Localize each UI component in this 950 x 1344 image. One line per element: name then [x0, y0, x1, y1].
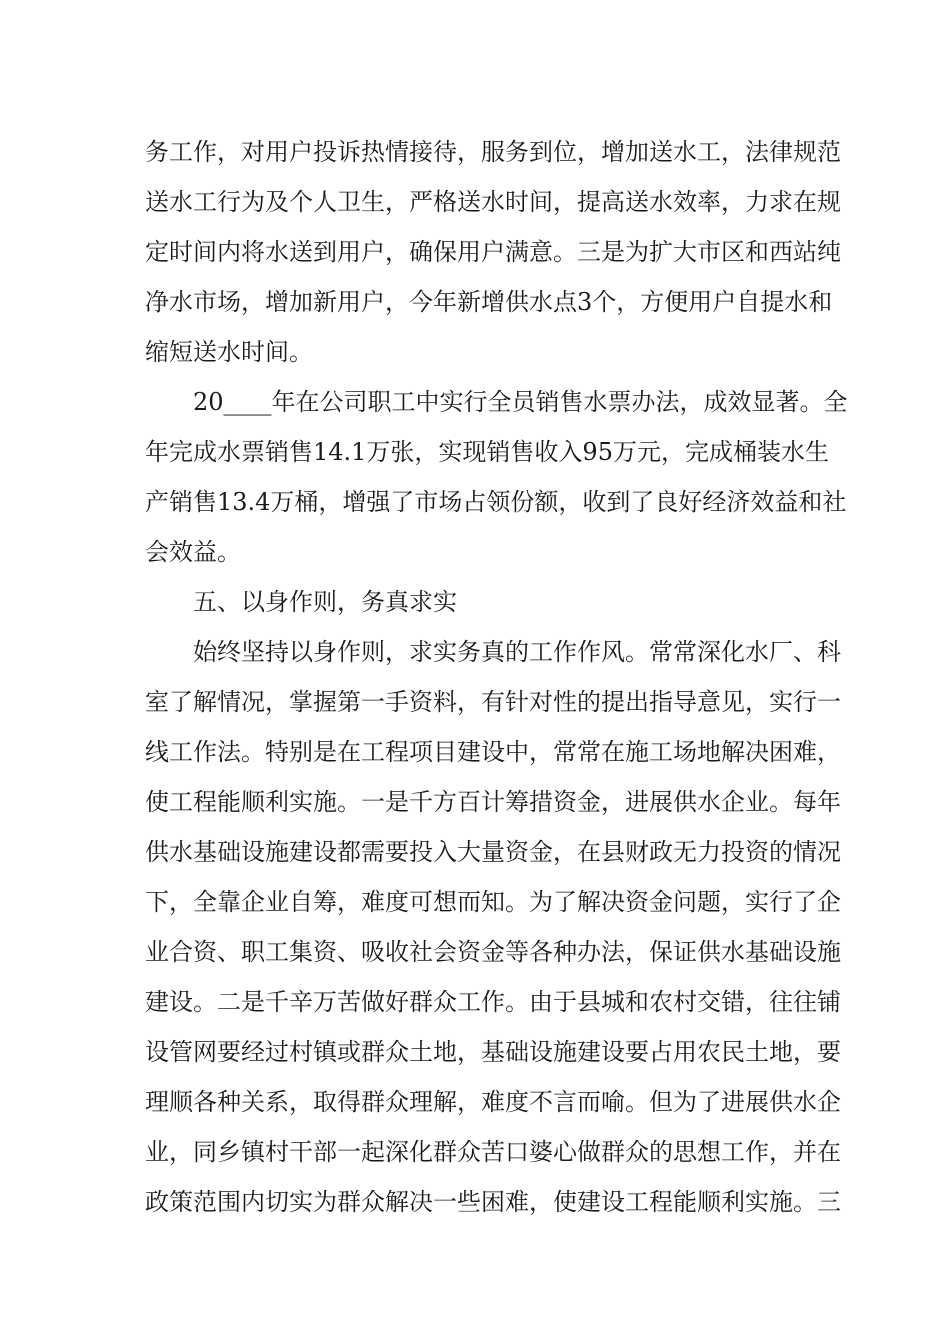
text-line: 会效益。 — [145, 538, 241, 566]
text-line: 始终坚持以身作则，求实务真的工作作风。常常深化水厂、科 — [193, 638, 841, 666]
text-line: 使工程能顺利实施。一是千方百计筹措资金，进展供水企业。每年 — [145, 788, 841, 816]
text-line: 净水市场，增加新用户，今年新增供水点3个，方便用户自提水和 — [145, 288, 833, 316]
text-line: 送水工行为及个人卫生，严格送水时间，提高送水效率，力求在规 — [145, 188, 841, 216]
text-line: 产销售13.4万桶，增强了市场占领份额，收到了良好经济效益和社 — [145, 488, 847, 516]
text-line: 下，全靠企业自筹，难度可想而知。为了解决资金问题，实行了企 — [145, 888, 841, 916]
text-line: 业，同乡镇村干部一起深化群众苦口婆心做群众的思想工作，并在 — [145, 1138, 841, 1166]
text-line: 政策范围内切实为群众解决一些困难，使建设工程能顺利实施。三 — [145, 1188, 841, 1216]
text-line: 建设。二是千辛万苦做好群众工作。由于县城和农村交错，往往铺 — [145, 988, 841, 1016]
text-line: 设管网要经过村镇或群众土地，基础设施建设要占用农民土地，要 — [145, 1038, 841, 1066]
text-line: 线工作法。特别是在工程项目建设中，常常在施工场地解决困难， — [145, 738, 841, 766]
text-line: 室了解情况，掌握第一手资料，有针对性的提出指导意见，实行一 — [145, 688, 841, 716]
text-line: 务工作，对用户投诉热情接待，服务到位，增加送水工，法律规范 — [145, 138, 841, 166]
text-line: 年完成水票销售14.1万张，实现销售收入95万元，完成桶装水生 — [145, 438, 829, 466]
section-heading: 五、以身作则，务真求实 — [193, 588, 457, 616]
text-line: 供水基础设施建设都需要投入大量资金，在县财政无力投资的情况 — [145, 838, 841, 866]
text-line: 定时间内将水送到用户，确保用户满意。三是为扩大市区和西站纯 — [145, 238, 841, 266]
text-line: 理顺各种关系，取得群众理解，难度不言而喻。但为了进展供水企 — [145, 1088, 841, 1116]
text-line: 缩短送水时间。 — [145, 338, 313, 366]
text-line: 20____年在公司职工中实行全员销售水票办法，成效显著。全 — [193, 388, 848, 416]
text-line: 业合资、职工集资、吸收社会资金等各种办法，保证供水基础设施 — [145, 938, 841, 966]
